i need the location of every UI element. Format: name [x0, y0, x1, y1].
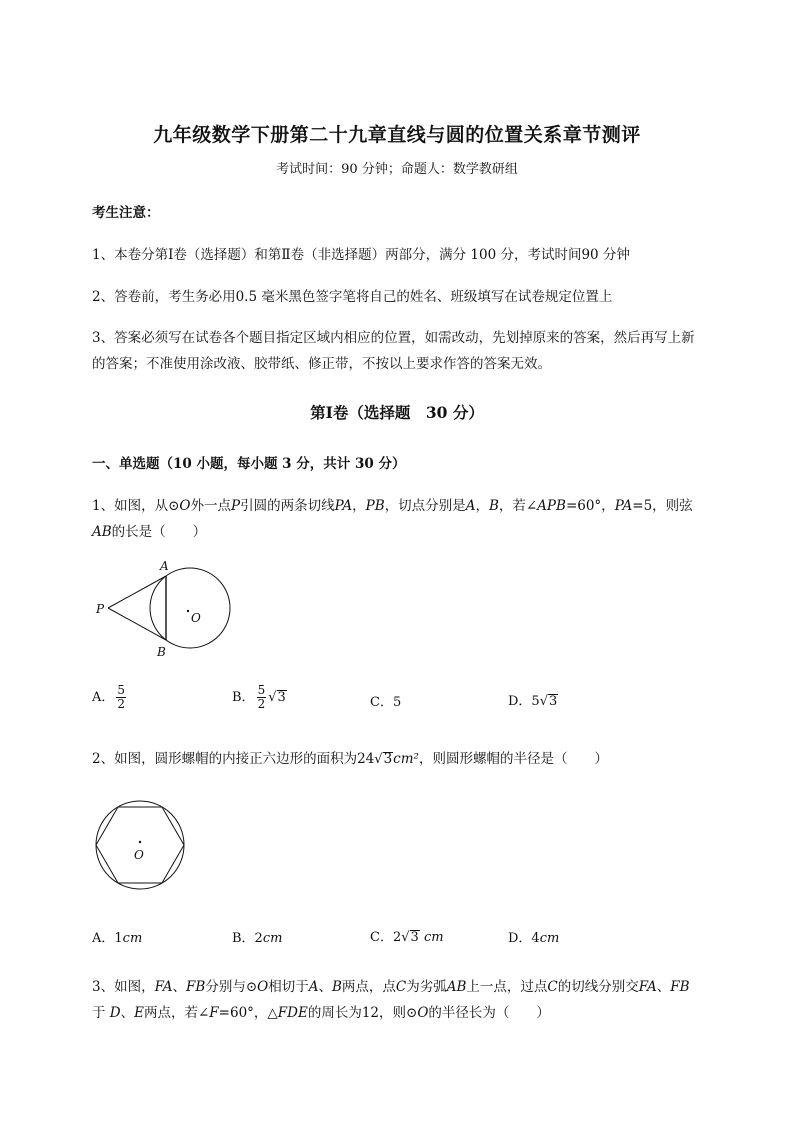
q2-option-c[interactable]: C．2√3 cm — [370, 930, 444, 945]
center-point — [139, 841, 141, 843]
q1-option-d[interactable]: D．5√3 — [508, 694, 558, 709]
section-heading: 第Ⅰ卷（选择题 30 分） — [310, 403, 484, 422]
q1-option-c[interactable]: C．5 — [370, 695, 402, 710]
label-o: O — [191, 611, 201, 625]
label-o: O — [134, 848, 144, 862]
question-1-line-2: AB的长是（ ） — [92, 524, 207, 540]
inscribed-hexagon — [96, 807, 184, 883]
tangent-pb — [108, 608, 166, 640]
circle-o — [150, 568, 230, 648]
q2-option-a[interactable]: A．1cm — [92, 931, 143, 946]
q2-option-b[interactable]: B．2cm — [232, 931, 283, 946]
question-1-figure — [90, 558, 240, 662]
tangent-pa — [108, 576, 166, 608]
center-point — [187, 610, 189, 612]
question-2-figure — [92, 798, 190, 892]
exam-info: 考试时间：90 分钟；命题人：数学教研组 — [276, 162, 518, 177]
part-heading: 一、单选题（10 小题，每小题 3 分，共计 30 分） — [92, 456, 406, 472]
label-p: P — [96, 602, 105, 616]
label-a: A — [160, 559, 169, 573]
notice-item-1: 1、本卷分第Ⅰ卷（选择题）和第Ⅱ卷（非选择题）两部分，满分 100 分，考试时间90 分钟 — [92, 247, 630, 263]
question-2-text: 2、如图，圆形螺帽的内接正六边形的面积为24√3cm²，则圆形螺帽的半径是（ ） — [92, 751, 608, 767]
question-3-line-1: 3、如图，FA、FB分别与⊙O相切于A、B两点，点C为劣弧AB上一点，过点C的切线分别交FA、FB — [92, 979, 690, 995]
nut-circle — [96, 801, 184, 889]
notice-item-2: 2、答卷前，考生务必用0.5 毫米黑色签字笔将自己的姓名、班级填写在试卷规定位置上 — [92, 289, 613, 305]
question-1-line-1: 1、如图，从⊙O外一点P引圆的两条切线PA，PB，切点分别是A，B，若∠APB=60°，PA=5，则弦 — [92, 498, 693, 514]
label-b: B — [157, 645, 166, 659]
page-title: 九年级数学下册第二十九章直线与圆的位置关系章节测评 — [153, 124, 641, 146]
question-3-line-2: 于 D、E两点，若∠F=60°，△FDE的周长为12，则⊙O的半径长为（ ） — [92, 1005, 550, 1021]
q1-option-a[interactable]: A． $\frac{5}{2}$ — [92, 683, 126, 711]
notice-item-3-line-2: 的答案；不准使用涂改液、胶带纸、修正带，不按以上要求作答的答案无效。 — [92, 356, 551, 372]
notice-heading: 考生注意： — [92, 205, 160, 221]
q2-option-d[interactable]: D．4cm — [508, 931, 560, 946]
notice-item-3-line-1: 3、答案必须写在试卷各个题目指定区域内相应的位置，如需改动，先划掉原来的答案，然后再写上新 — [92, 330, 695, 346]
q1-option-b[interactable]: B． $\frac{5}{2}$ √3 — [232, 683, 286, 711]
